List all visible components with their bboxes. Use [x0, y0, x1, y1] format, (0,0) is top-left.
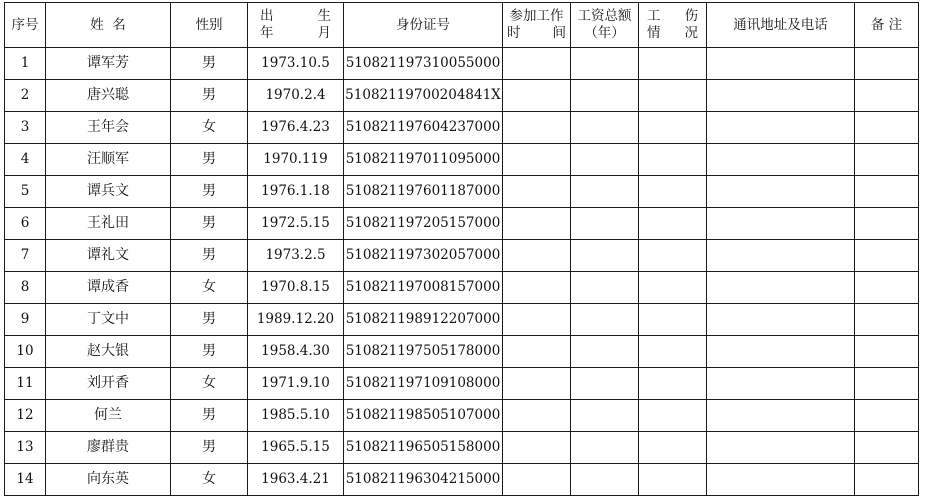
table-row	[5, 272, 919, 304]
cell-contact	[707, 80, 855, 112]
table-row	[5, 400, 919, 432]
cell-contact	[707, 432, 855, 464]
table-row	[5, 208, 919, 240]
cell-gender: 女	[171, 272, 248, 304]
cell-work-time	[503, 208, 571, 240]
cell-name: 谭礼文	[46, 240, 171, 272]
cell-injury	[639, 464, 707, 496]
cell-gender: 女	[171, 464, 248, 496]
cell-remarks	[855, 368, 919, 400]
header-id-number-label: 身份证号	[396, 16, 450, 33]
cell-name: 王年会	[46, 112, 171, 144]
cell-id-number: 510821197505178000	[344, 336, 503, 368]
header-work-line1: 参加工作	[509, 8, 564, 24]
cell-remarks	[855, 240, 919, 272]
cell-id-number: 51082119700204841X	[344, 80, 503, 112]
cell-salary	[571, 432, 639, 464]
cell-injury	[639, 208, 707, 240]
table-row	[5, 48, 919, 80]
cell-gender: 男	[171, 304, 248, 336]
cell-seq: 6	[5, 208, 46, 240]
cell-seq: 5	[5, 176, 46, 208]
header-gender	[171, 3, 248, 48]
cell-seq: 1	[5, 48, 46, 80]
cell-birth: 1970.2.4	[248, 80, 344, 112]
cell-injury	[639, 368, 707, 400]
header-birth-char-sheng: 生	[317, 8, 331, 24]
cell-salary	[571, 304, 639, 336]
cell-name: 王礼田	[46, 208, 171, 240]
header-work-char-jian: 间	[552, 25, 566, 41]
table-row	[5, 144, 919, 176]
cell-gender: 男	[171, 432, 248, 464]
cell-birth: 1970.119	[248, 144, 344, 176]
cell-seq: 3	[5, 112, 46, 144]
cell-work-time	[503, 432, 571, 464]
cell-injury	[639, 48, 707, 80]
cell-gender: 男	[171, 400, 248, 432]
header-id-number	[344, 3, 503, 48]
cell-contact	[707, 176, 855, 208]
cell-remarks	[855, 208, 919, 240]
cell-seq: 12	[5, 400, 46, 432]
cell-contact	[707, 336, 855, 368]
cell-remarks	[855, 272, 919, 304]
cell-birth: 1963.4.21	[248, 464, 344, 496]
cell-injury	[639, 336, 707, 368]
cell-contact	[707, 272, 855, 304]
cell-injury	[639, 304, 707, 336]
table-row	[5, 336, 919, 368]
cell-name: 赵大银	[46, 336, 171, 368]
cell-contact	[707, 304, 855, 336]
table-row	[5, 112, 919, 144]
cell-gender: 男	[171, 336, 248, 368]
cell-injury	[639, 144, 707, 176]
header-injury	[639, 3, 707, 48]
cell-contact	[707, 464, 855, 496]
header-seq-label: 序号	[11, 16, 39, 33]
header-injury-char-shang: 伤	[684, 8, 698, 24]
cell-seq: 13	[5, 432, 46, 464]
header-seq	[5, 3, 46, 48]
header-injury-line2	[639, 25, 706, 42]
table-row	[5, 304, 919, 336]
cell-remarks	[855, 144, 919, 176]
header-birth	[248, 3, 344, 48]
cell-salary	[571, 144, 639, 176]
cell-birth: 1989.12.20	[248, 304, 344, 336]
cell-remarks	[855, 80, 919, 112]
cell-id-number: 510821197205157000	[344, 208, 503, 240]
cell-id-number: 510821196505158000	[344, 432, 503, 464]
cell-name: 丁文中	[46, 304, 171, 336]
cell-seq: 9	[5, 304, 46, 336]
cell-id-number: 510821197604237000	[344, 112, 503, 144]
cell-work-time	[503, 464, 571, 496]
header-birth-char-yue: 月	[317, 25, 331, 41]
header-salary-line2: （年）	[584, 25, 625, 41]
cell-contact	[707, 208, 855, 240]
cell-work-time	[503, 304, 571, 336]
cell-remarks	[855, 432, 919, 464]
cell-gender: 男	[171, 48, 248, 80]
header-name-label: 姓 名	[90, 16, 126, 33]
cell-gender: 男	[171, 144, 248, 176]
cell-birth: 1971.9.10	[248, 368, 344, 400]
cell-salary	[571, 176, 639, 208]
header-gender-label: 性别	[195, 16, 223, 33]
cell-seq: 11	[5, 368, 46, 400]
cell-seq: 14	[5, 464, 46, 496]
cell-id-number: 510821198505107000	[344, 400, 503, 432]
cell-injury	[639, 432, 707, 464]
cell-remarks	[855, 400, 919, 432]
cell-name: 何兰	[46, 400, 171, 432]
cell-id-number: 510821197109108000	[344, 368, 503, 400]
header-injury-char-gong: 工	[647, 8, 661, 24]
header-remarks-label: 备 注	[870, 16, 903, 33]
cell-injury	[639, 112, 707, 144]
header-birth-line2	[248, 25, 343, 42]
cell-contact	[707, 400, 855, 432]
cell-salary	[571, 80, 639, 112]
cell-seq: 4	[5, 144, 46, 176]
cell-gender: 男	[171, 208, 248, 240]
table-row	[5, 432, 919, 464]
cell-birth: 1972.5.15	[248, 208, 344, 240]
header-birth-char-chu: 出	[260, 8, 274, 24]
cell-name: 谭军芳	[46, 48, 171, 80]
cell-injury	[639, 80, 707, 112]
cell-id-number: 510821196304215000	[344, 464, 503, 496]
cell-work-time	[503, 336, 571, 368]
cell-name: 廖群贵	[46, 432, 171, 464]
cell-name: 谭兵文	[46, 176, 171, 208]
cell-remarks	[855, 464, 919, 496]
cell-seq: 8	[5, 272, 46, 304]
cell-birth: 1985.5.10	[248, 400, 344, 432]
cell-salary	[571, 400, 639, 432]
cell-remarks	[855, 304, 919, 336]
cell-remarks	[855, 48, 919, 80]
cell-id-number: 510821197310055000	[344, 48, 503, 80]
cell-birth: 1958.4.30	[248, 336, 344, 368]
cell-birth: 1973.2.5	[248, 240, 344, 272]
cell-seq: 7	[5, 240, 46, 272]
cell-work-time	[503, 240, 571, 272]
cell-birth: 1970.8.15	[248, 272, 344, 304]
cell-work-time	[503, 48, 571, 80]
roster-body	[5, 48, 919, 496]
cell-contact	[707, 144, 855, 176]
cell-salary	[571, 464, 639, 496]
employee-roster-table	[4, 2, 919, 496]
cell-gender: 女	[171, 368, 248, 400]
cell-work-time	[503, 176, 571, 208]
cell-remarks	[855, 176, 919, 208]
header-injury-char-kuang: 况	[684, 25, 698, 41]
cell-injury	[639, 176, 707, 208]
header-remarks	[855, 3, 919, 48]
cell-gender: 女	[171, 112, 248, 144]
cell-salary	[571, 272, 639, 304]
cell-work-time	[503, 400, 571, 432]
cell-contact	[707, 112, 855, 144]
cell-name: 唐兴聪	[46, 80, 171, 112]
table-row	[5, 464, 919, 496]
header-injury-line1	[639, 8, 706, 25]
cell-birth: 1965.5.15	[248, 432, 344, 464]
header-birth-char-nian: 年	[260, 25, 274, 41]
cell-name: 谭成香	[46, 272, 171, 304]
cell-id-number: 510821197302057000	[344, 240, 503, 272]
table-row	[5, 176, 919, 208]
cell-gender: 男	[171, 240, 248, 272]
cell-contact	[707, 368, 855, 400]
cell-injury	[639, 400, 707, 432]
table-row	[5, 80, 919, 112]
header-name	[46, 3, 171, 48]
cell-work-time	[503, 80, 571, 112]
header-contact	[707, 3, 855, 48]
cell-gender: 男	[171, 176, 248, 208]
cell-id-number: 510821197601187000	[344, 176, 503, 208]
cell-name: 向东英	[46, 464, 171, 496]
cell-salary	[571, 208, 639, 240]
header-injury-char-qing: 情	[647, 25, 661, 41]
header-work-line2	[503, 25, 570, 42]
cell-work-time	[503, 112, 571, 144]
cell-id-number: 510821197011095000	[344, 144, 503, 176]
cell-name: 刘开香	[46, 368, 171, 400]
cell-birth: 1973.10.5	[248, 48, 344, 80]
header-salary	[571, 3, 639, 48]
header-salary-line1: 工资总额	[577, 8, 632, 24]
cell-id-number: 510821197008157000	[344, 272, 503, 304]
cell-contact	[707, 48, 855, 80]
cell-remarks	[855, 112, 919, 144]
cell-salary	[571, 336, 639, 368]
cell-injury	[639, 272, 707, 304]
header-contact-label: 通讯地址及电话	[733, 16, 828, 33]
cell-remarks	[855, 336, 919, 368]
cell-salary	[571, 240, 639, 272]
cell-seq: 2	[5, 80, 46, 112]
cell-name: 汪顺军	[46, 144, 171, 176]
cell-birth: 1976.1.18	[248, 176, 344, 208]
cell-injury	[639, 240, 707, 272]
cell-salary	[571, 48, 639, 80]
header-birth-line1	[248, 8, 343, 25]
cell-work-time	[503, 368, 571, 400]
header-work-time	[503, 3, 571, 48]
cell-birth: 1976.4.23	[248, 112, 344, 144]
cell-work-time	[503, 272, 571, 304]
cell-gender: 男	[171, 80, 248, 112]
cell-contact	[707, 240, 855, 272]
table-row	[5, 240, 919, 272]
cell-work-time	[503, 144, 571, 176]
cell-id-number: 510821198912207000	[344, 304, 503, 336]
header-work-char-shi: 时	[507, 25, 521, 41]
table-row	[5, 368, 919, 400]
cell-salary	[571, 368, 639, 400]
cell-salary	[571, 112, 639, 144]
header-row	[5, 3, 919, 48]
cell-seq: 10	[5, 336, 46, 368]
